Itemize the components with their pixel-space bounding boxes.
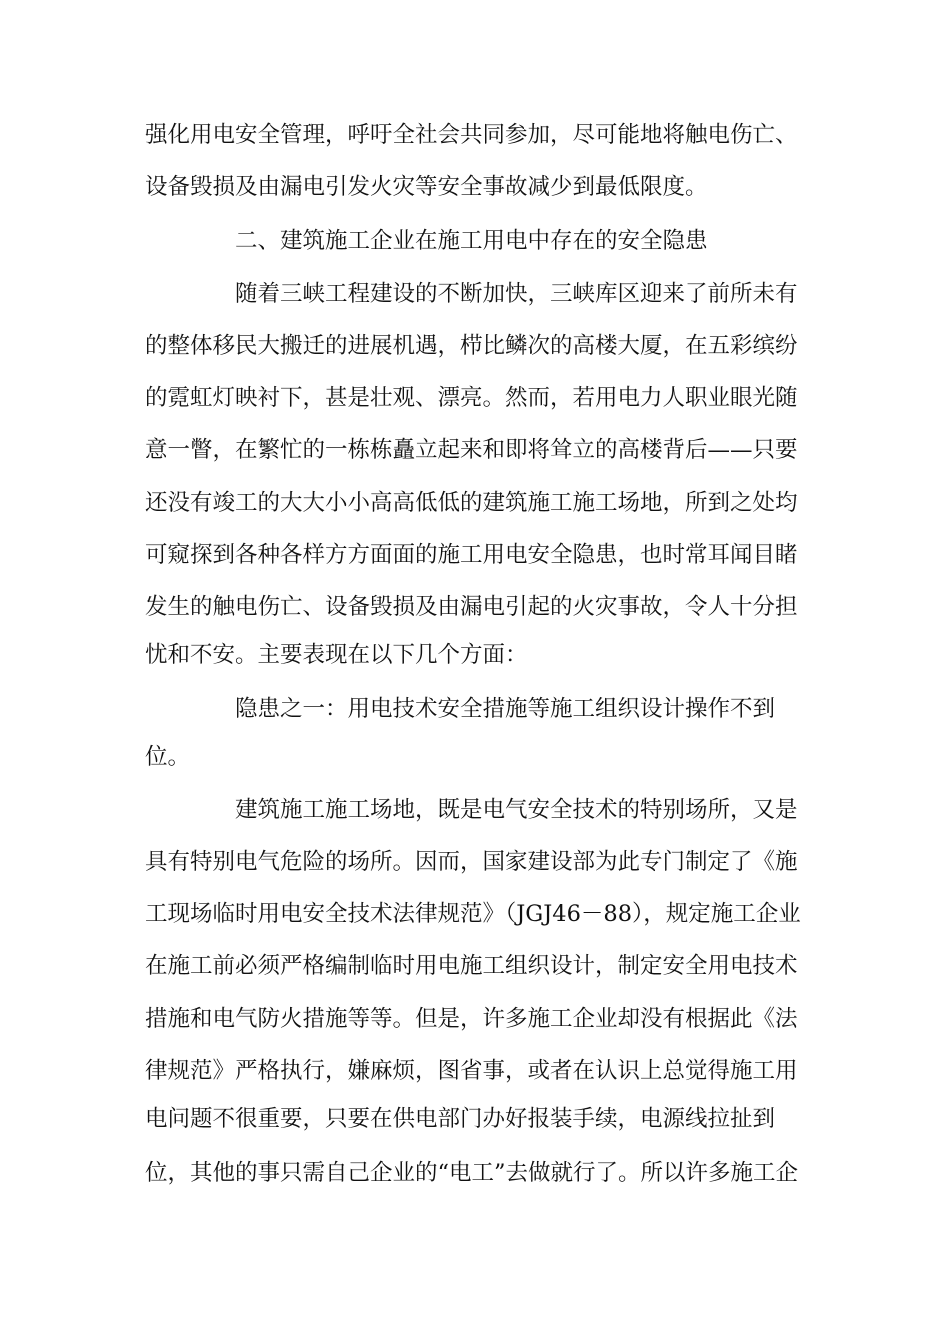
- text-line-10: 发生的触电伤亡、设备毁损及由漏电引起的火灾事故，令人十分担: [145, 594, 798, 620]
- text-line-11: 忧和不安。主要表现在以下几个方面：: [145, 642, 528, 668]
- text-line-6: 的霓虹灯映衬下，甚是壮观、漂亮。然而，若用电力人职业眼光随: [145, 385, 798, 411]
- text-line-9: 可窥探到各种各样方方面面的施工用电安全隐患，也时常耳闻目睹: [145, 542, 798, 568]
- text-line-16: 工现场临时用电安全技术法律规范》（JGJ46－88），规定施工企业: [145, 901, 801, 927]
- hazard-heading: 隐患之一：用电技术安全措施等施工组织设计操作不到: [235, 696, 776, 722]
- text-line-19: 律规范》严格执行，嫌麻烦，图省事，或者在认识上总觉得施工用: [145, 1058, 798, 1084]
- section-heading: 二、建筑施工企业在施工用电中存在的安全隐患: [235, 228, 708, 254]
- text-line-4: 随着三峡工程建设的不断加快，三峡库区迎来了前所未有: [235, 281, 798, 307]
- text-line-1: 强化用电安全管理，呼吁全社会共同参加，尽可能地将触电伤亡、: [145, 122, 798, 148]
- text-line-8: 还没有竣工的大大小小高高低低的建筑施工施工场地，所到之处均: [145, 490, 798, 516]
- text-line-17: 在施工前必须严格编制临时用电施工组织设计，制定安全用电技术: [145, 953, 798, 979]
- text-line-7: 意一瞥，在繁忙的一栋栋矗立起来和即将耸立的高楼背后——只要: [145, 437, 798, 463]
- text-line-2: 设备毁损及由漏电引发火灾等安全事故减少到最低限度。: [145, 174, 708, 200]
- text-line-18: 措施和电气防火措施等等。但是，许多施工企业却没有根据此《法: [145, 1006, 798, 1032]
- text-line-14: 建筑施工施工场地，既是电气安全技术的特别场所，又是: [235, 797, 798, 823]
- text-line-13: 位。: [145, 744, 191, 770]
- text-line-15: 具有特别电气危险的场所。因而，国家建设部为此专门制定了《施: [145, 849, 798, 875]
- text-line-20: 电问题不很重要，只要在供电部门办好报装手续，电源线拉扯到: [145, 1106, 776, 1132]
- text-line-21: 位，其他的事只需自己企业的“电工”去做就行了。所以许多施工企: [145, 1160, 799, 1186]
- text-line-5: 的整体移民大搬迁的进展机遇，栉比鳞次的高楼大厦，在五彩缤纷: [145, 333, 798, 359]
